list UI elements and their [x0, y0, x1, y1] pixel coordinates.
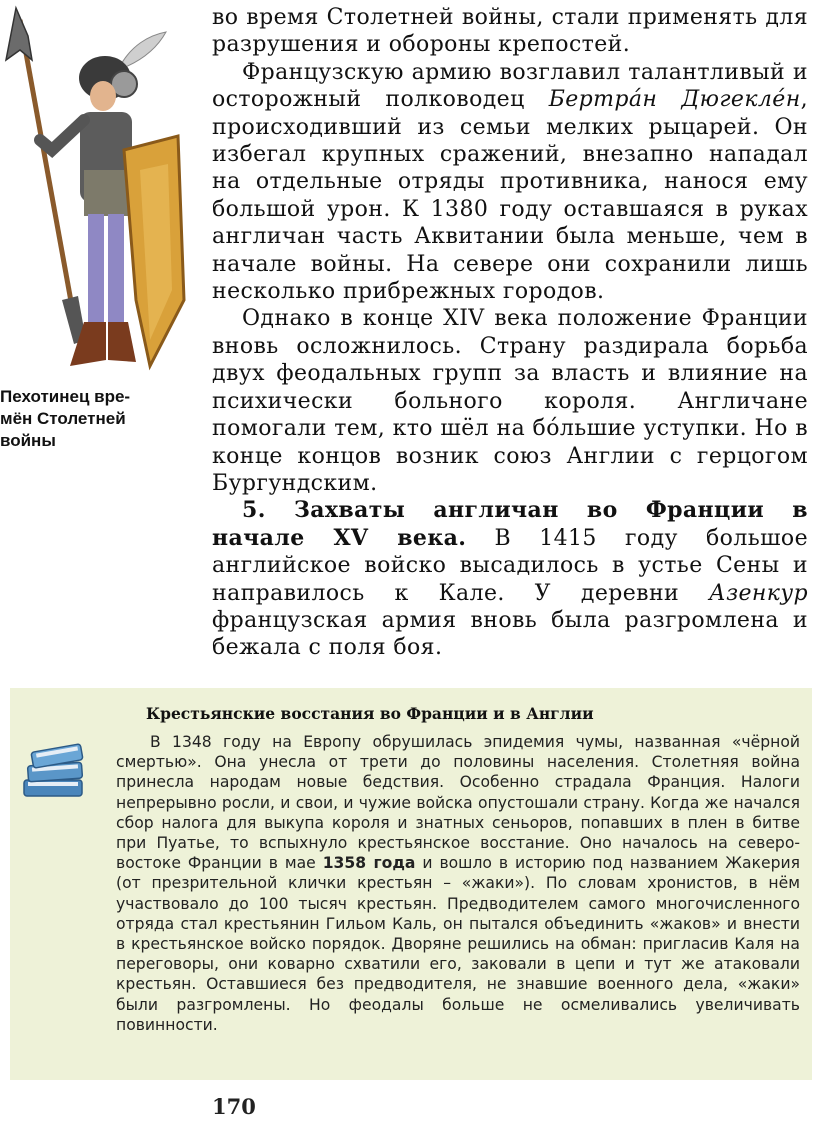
paragraph-2 — [212, 59, 808, 306]
caption-line: Пехотинец вре- — [0, 387, 131, 406]
caption-line: мён Столетней — [0, 409, 126, 428]
books-icon — [18, 740, 88, 804]
paragraph-4 — [212, 497, 808, 661]
paragraph-4-text-b: французская армия вновь была разгромлена и бежала с поля боя. — [212, 607, 808, 661]
sidebar-text-b: и вошло в историю под названием Жакерия (от презрительной клички крестьян – «жаки»). По словам хронистов, в нём участвовало до 100 тысяч крестьян. Предводителем самого многочисленного отряда стал крестьянин Гильом Каль, он пытался объединить «жаков» и внести в крестьянское войско порядок. Дворяне решились на обман: пригласив Каля на переговоры, они коварно схватили его, заковали в цепи и тут же атаковали крестьян. Оставшиеся без предводителя, не знавшие военного дела, «жаки» были разгромлены. Но феодалы больше не осмеливались увеличивать повинности. — [116, 854, 801, 1034]
sidebar-highlight-date: 1358 года — [322, 854, 416, 873]
paragraph-2-text-a: Французскую армию возглавил талантливый и осторожный полководец — [212, 59, 808, 113]
main-text — [212, 4, 808, 662]
section-heading: 5. Захваты англичан во Франции в начале XV века. — [212, 497, 808, 551]
illustration-caption — [0, 386, 200, 452]
paragraph-3: Однако в конце XIV века положение Франции вновь осложнилось. Страну раздирала борьба двух феодальных групп за власть и влияние на психически больного короля. Англичане помогали тем, кто шёл на бо́льшие уступки. Но в конце концов возник союз Англии с герцогом Бургундским. — [212, 306, 808, 496]
paragraph-4-text-a: В 1415 году большое английское войско высадилось в устье Сены и направилось к Кале. У деревни — [212, 525, 808, 606]
commander-name: Бертра́н Дюгекле́н — [548, 87, 801, 113]
infantryman-illustration — [0, 0, 200, 380]
sidebar-text-a: В 1348 году на Европу обрушилась эпидемия чумы, названная «чёрной смертью». Она унесла от трети до половины населения. Столетняя война принесла народам новые бедствия. Особенно страдала Франция. Налоги непрерывно росли, и свои, и чужие войска опустошали страну. Когда же начался сбор налога для выкупа короля и знатных сеньоров, попавших в плен в битве при Пуатье, то вспыхнуло крестьянское восстание. Оно началось на северо-востоке Франции в мае — [116, 733, 800, 873]
paragraph-2-text-b: , происходивший из семьи мелких рыцарей. Он избегал крупных сражений, внезапно нападал на отдельные отряды противника, нанося ему большой урон. К 1380 году оставшаяся в руках англичан часть Аквитании была меньше, чем в начале войны. На севере они сохранили лишь несколько прибрежных городов. — [212, 87, 808, 305]
place-name: Азенкур — [709, 580, 808, 606]
sidebar-paragraph — [116, 732, 800, 1035]
page-number: 170 — [212, 1094, 256, 1119]
sidebar-text — [116, 732, 800, 1035]
paragraph-1: во время Столетней войны, стали применять для разрушения и обороны крепостей. — [212, 5, 808, 58]
sidebar-title: Крестьянские восстания во Франции и в Англии — [146, 704, 594, 723]
caption-line: войны — [0, 431, 56, 450]
sidebar-box — [10, 688, 812, 1080]
